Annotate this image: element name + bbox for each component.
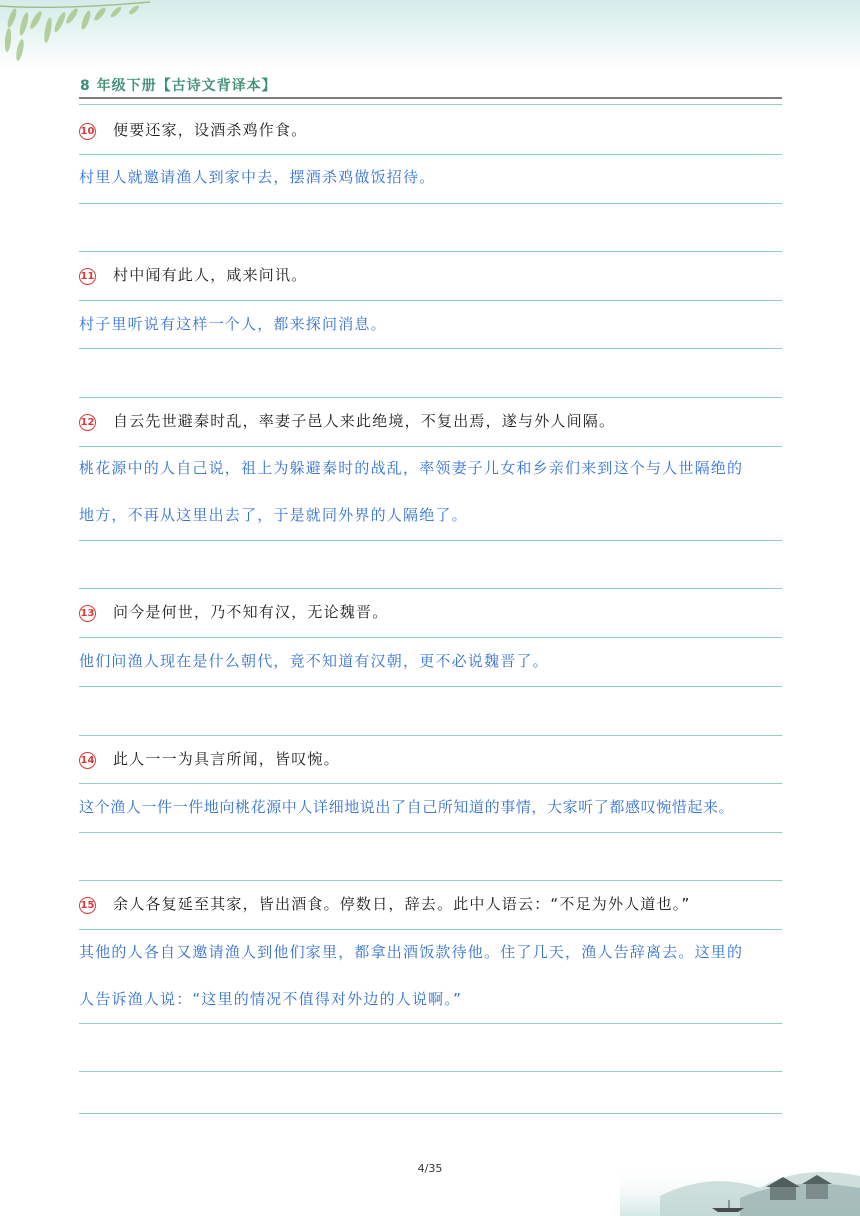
- writing-rule: [79, 203, 782, 204]
- translation-line: 这个渔人一件一件地向桃花源中人详细地说出了自己所知道的事情，大家听了都感叹惋惜起来。: [79, 798, 735, 816]
- writing-rule: [79, 1071, 782, 1072]
- entry-number: 11: [79, 268, 96, 285]
- writing-rule: [79, 540, 782, 541]
- writing-rule: [79, 251, 782, 252]
- original-line: [79, 410, 615, 431]
- writing-rule: [79, 154, 782, 155]
- original-line: [79, 601, 388, 622]
- writing-rule: [79, 446, 782, 447]
- original-text: 村中闻有此人，咸来问讯。: [113, 266, 308, 284]
- writing-rule: [79, 783, 782, 784]
- writing-rule: [79, 735, 782, 736]
- translation-line: 地方，不再从这里出去了，于是就同外界的人隔绝了。: [79, 506, 468, 524]
- writing-rule: [79, 348, 782, 349]
- translation-line: 桃花源中的人自己说，祖上为躲避秦时的战乱，率领妻子儿女和乡亲们来到这个与人世隔绝的: [79, 459, 744, 477]
- translation-line: 其他的人各自又邀请渔人到他们家里，都拿出酒饭款待他。住了几天，渔人告辞离去。这里的: [79, 943, 744, 961]
- translation-line: 村里人就邀请渔人到家中去，摆酒杀鸡做饭招待。: [79, 168, 436, 186]
- ink-landscape-boat-image: [620, 1136, 860, 1216]
- entry-number: 12: [79, 414, 96, 431]
- entry-number: 13: [79, 605, 96, 622]
- entry-number: 10: [79, 123, 96, 140]
- page-number: 4/35: [417, 1162, 443, 1175]
- writing-rule: [79, 880, 782, 881]
- willow-branch-image: [0, 0, 190, 75]
- header-divider-thin: [79, 104, 782, 105]
- writing-rule: [79, 1023, 782, 1024]
- writing-rule: [79, 588, 782, 589]
- writing-rule: [79, 1113, 782, 1114]
- original-line: [79, 748, 340, 769]
- original-text: 此人一一为具言所闻，皆叹惋。: [113, 750, 340, 768]
- original-text: 余人各复延至其家，皆出酒食。停数日，辞去。此中人语云：“不足为外人道也。”: [113, 895, 691, 913]
- writing-rule: [79, 300, 782, 301]
- writing-rule: [79, 686, 782, 687]
- original-line: [79, 893, 690, 914]
- translation-line: 人告诉渔人说：“这里的情况不值得对外边的人说啊。”: [79, 990, 463, 1008]
- original-line: [79, 119, 307, 140]
- writing-rule: [79, 929, 782, 930]
- translation-line: 他们问渔人现在是什么朝代，竟不知道有汉朝，更不必说魏晋了。: [79, 652, 549, 670]
- original-line: [79, 264, 307, 285]
- writing-rule: [79, 397, 782, 398]
- entry-number: 14: [79, 752, 96, 769]
- original-text: 问今是何世，乃不知有汉，无论魏晋。: [113, 603, 389, 621]
- header-divider: [79, 97, 782, 99]
- writing-rule: [79, 637, 782, 638]
- original-text: 便要还家，设酒杀鸡作食。: [113, 121, 308, 139]
- entry-number: 15: [79, 897, 96, 914]
- original-text: 自云先世避秦时乱，率妻子邑人来此绝境，不复出焉，遂与外人间隔。: [113, 412, 616, 430]
- translation-line: 村子里听说有这样一个人，都来探问消息。: [79, 315, 387, 333]
- writing-rule: [79, 832, 782, 833]
- header-title: 8 年级下册【古诗文背译本】: [80, 78, 277, 94]
